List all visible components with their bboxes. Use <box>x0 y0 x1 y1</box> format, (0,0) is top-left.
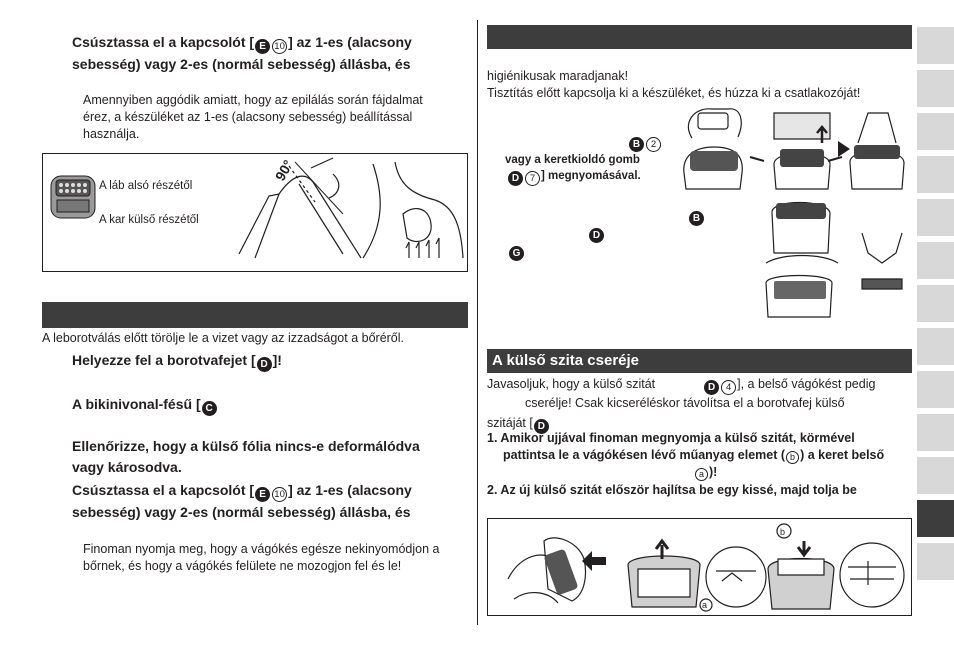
replace-figure <box>487 518 912 616</box>
column-divider <box>477 20 478 625</box>
replace-text: Javasoljuk, hogy a külső szitát D 4 ], a belső vágókést pedig cserélje! Csak kicseréléskor távolítsa el a borotvafej külső szitáját [ D <box>487 377 876 432</box>
step-switch-top: Csúsztassa el a kapcsolót [ E 10 ] az 1-es (alacsony sebesség) vagy 2-es (normál sebesség) állásba, és <box>72 34 412 72</box>
num-badge: 7 <box>525 171 540 186</box>
badge-d: D <box>257 357 272 372</box>
label-a: a <box>695 468 708 481</box>
side-tab[interactable] <box>917 242 954 279</box>
num-badge: 10 <box>272 487 287 502</box>
badge-b: B <box>689 211 704 226</box>
angle-label: 90° <box>271 157 297 184</box>
cleaning-intro: higiénikusak maradjanak! Tisztítás előtt kapcsolja ki a készüléket, és húzza ki a csatlakozóját! <box>487 69 861 100</box>
badge-d: D <box>534 419 549 434</box>
side-tab[interactable] <box>917 328 954 365</box>
side-tab[interactable] <box>917 457 954 494</box>
num-badge: 4 <box>721 380 736 395</box>
side-tab[interactable] <box>917 414 954 451</box>
badge-e: E <box>255 487 270 502</box>
badge-d: D <box>704 380 719 395</box>
section-bar-cleaning <box>487 25 912 49</box>
note-top: Amennyiben aggódik amiatt, hogy az epilálás során fájdalmat érez, a készüléket az 1-es (alacsony sebesség) beállítással használja. <box>83 93 423 141</box>
side-tab[interactable] <box>917 70 954 107</box>
figure-label-b: b <box>780 527 786 537</box>
badge-b: B <box>629 137 644 152</box>
side-tab[interactable] <box>917 27 954 64</box>
epilation-figure <box>42 153 468 272</box>
shave-intro: A leborotválás előtt törölje le a vizet vagy az izzadságot a bőréről. <box>42 331 405 345</box>
replace-illustration <box>488 519 913 617</box>
side-tab[interactable] <box>917 113 954 150</box>
num-badge: 10 <box>272 39 287 54</box>
note-bottom: Finoman nyomja meg, hogy a vágókés egésze nekinyomódjon a bőrnek, és hogy a vágókés felülete ne mozogjon fel és le! <box>83 542 440 573</box>
label-arm: A kar külső részétől <box>99 214 199 226</box>
side-tab[interactable] <box>917 285 954 322</box>
replace-steps: 1. Amikor ujjával finoman megnyomja a külső szitát, körmével pattintsa le a vágókésen lévő műanyag elemet ( b ) a keret belső a )! 2. Az új külső szitát először hajlítsa be egy kissé, majd tolja be <box>487 431 885 497</box>
badge-g: G <box>509 246 524 261</box>
side-tab[interactable] <box>917 500 954 537</box>
badge-d: D <box>508 171 523 186</box>
step-bikini-comb: A bikinivonal-fésű [ C <box>72 394 218 416</box>
badge-c: C <box>202 401 217 416</box>
badge-d: D <box>589 228 604 243</box>
step-check-foil: Ellenőrizze, hogy a külső fólia nincs-e deformálódva vagy károsodva. <box>72 438 420 475</box>
figure-label-a: a <box>702 600 708 610</box>
step-switch-bottom: Csúsztassa el a kapcsolót [ E 10 ] az 1-es (alacsony sebesség) vagy 2-es (normál sebesség) állásba, és <box>72 482 412 520</box>
side-tab[interactable] <box>917 156 954 193</box>
badge-e: E <box>255 39 270 54</box>
side-tab[interactable] <box>917 371 954 408</box>
clean-instructions: B 2 vagy a keretkioldó gomb D 7 ] megnyomásával. <box>487 134 662 186</box>
label-leg: A láb alsó részétől <box>99 180 193 192</box>
side-tab[interactable] <box>917 199 954 236</box>
label-b: b <box>786 451 799 464</box>
cleaning-illustration <box>682 103 914 328</box>
side-tab[interactable] <box>917 543 954 580</box>
section-title-replace: A külső szita cseréje <box>487 349 912 373</box>
section-bar-shaving <box>42 302 468 328</box>
step-attach-head: Helyezze fel a borotvafejet [ D ]! <box>72 352 282 370</box>
num-badge: 2 <box>646 137 661 152</box>
